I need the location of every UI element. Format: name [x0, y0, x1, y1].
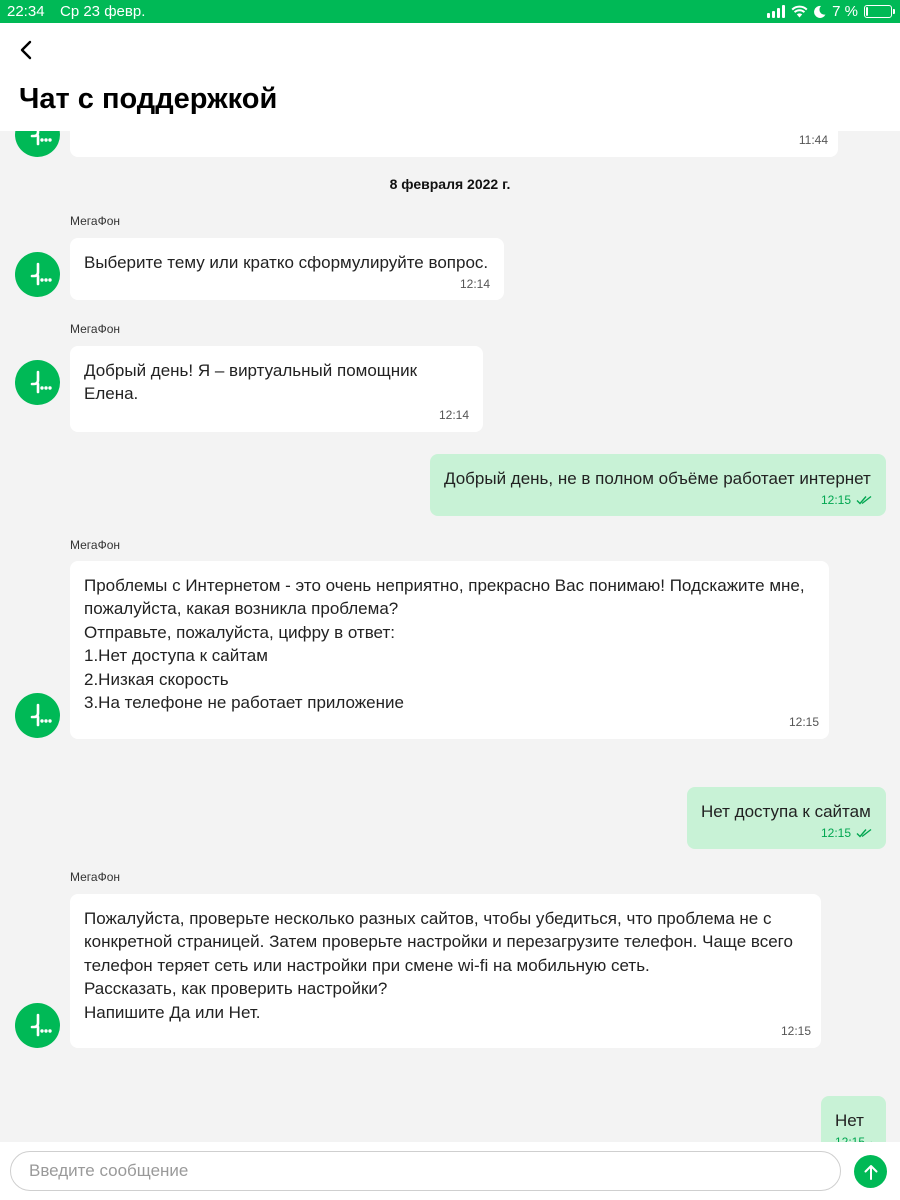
sender-name: МегаФон — [70, 214, 121, 228]
message-input[interactable] — [10, 1151, 841, 1191]
megafon-avatar — [15, 252, 60, 297]
message-bubble-outgoing — [687, 787, 886, 849]
battery-percent: 7 % — [832, 3, 858, 20]
message-time: 11:44 — [798, 133, 828, 148]
message-bubble-incoming — [70, 238, 504, 300]
page-title: Чат с поддержкой — [19, 83, 278, 115]
status-date: Ср 23 февр. — [60, 3, 146, 20]
message-time: 12:15 — [820, 825, 851, 840]
message-bubble-incoming — [70, 346, 483, 432]
message-time: 12:15 — [820, 492, 851, 507]
arrow-up-icon — [862, 1163, 880, 1181]
message-composer — [0, 1142, 900, 1200]
sender-name: МегаФон — [70, 870, 121, 884]
message-time: 12:15 — [780, 1024, 811, 1039]
message-text: Добрый день, не в полном объёме работает интернет — [444, 469, 871, 488]
message-bubble-incoming — [70, 561, 829, 739]
status-time: 22:34 — [7, 3, 45, 20]
megafon-logo-icon — [23, 701, 53, 731]
message-time: 12:15 — [788, 715, 819, 730]
message-text: Пожалуйста, проверьте несколько разных сайтов, чтобы убедиться, что проблема не с конкретной страницей. Затем проверьте настройки и перезагрузите телефон. Чаще всего телефон теряет сеть или настройки при смене wi-fi на мобильную сеть. Рассказать, как проверить настройки? Напишите Да или Нет. — [84, 909, 793, 1022]
header — [0, 23, 900, 131]
megafon-avatar — [15, 1003, 60, 1048]
sender-name: МегаФон — [70, 322, 121, 336]
date-separator: 8 февраля 2022 г. — [389, 176, 511, 192]
megafon-avatar — [15, 360, 60, 405]
double-check-icon — [856, 828, 872, 838]
message-bubble-incoming — [70, 894, 821, 1048]
back-button[interactable] — [14, 37, 40, 63]
chevron-left-icon — [14, 37, 40, 63]
sender-name: МегаФон — [70, 538, 121, 552]
message-text: Проблемы с Интернетом - это очень неприятно, прекрасно Вас понимаю! Подскажите мне, пожалуйста, какая возникла проблема? Отправьте, пожалуйста, цифру в ответ: 1.Нет доступа к сайтам 2.Низкая скорость 3.На телефоне не работает приложение — [84, 576, 805, 713]
send-button[interactable] — [854, 1155, 887, 1188]
message-text: Нет — [835, 1111, 864, 1130]
megafon-logo-icon — [23, 260, 53, 290]
message-text: Выберите тему или кратко сформулируйте вопрос. — [84, 253, 489, 272]
message-bubble-outgoing — [430, 454, 886, 516]
megafon-logo-icon — [23, 1011, 53, 1041]
double-check-icon — [856, 495, 872, 505]
message-text: Нет доступа к сайтам — [701, 802, 871, 821]
megafon-logo-icon — [23, 368, 53, 398]
megafon-avatar — [15, 693, 60, 738]
message-time: 12:14 — [438, 408, 469, 423]
message-time: 12:14 — [459, 276, 490, 291]
message-text: Добрый день! Я – виртуальный помощник Елена. — [84, 361, 418, 404]
